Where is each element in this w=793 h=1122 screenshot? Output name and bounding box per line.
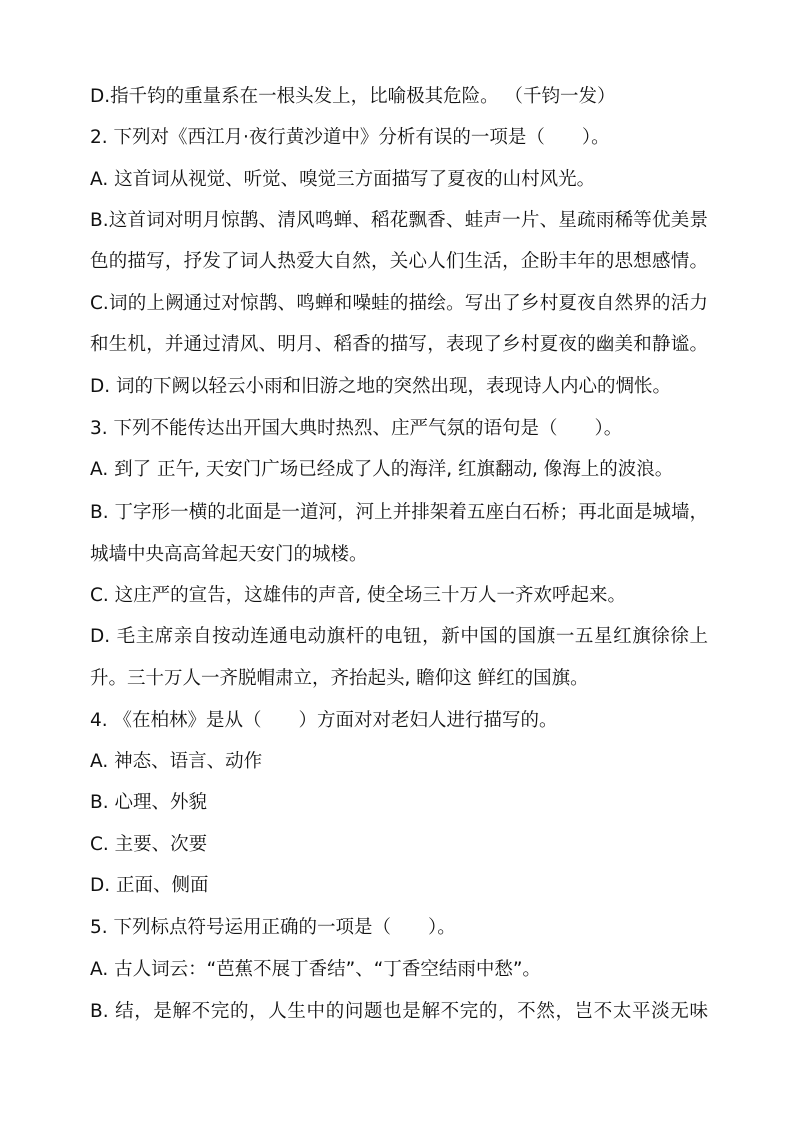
option-text: C.词的上阙通过对惊鹊、鸣蝉和噪蛙的描绘。写出了乡村夏夜自然界的活力 [90,293,708,314]
question-2: 2. 下列对《西江月·夜行黄沙道中》分析有误的一项是（ ）。 [90,127,610,148]
question-3: 3. 下列不能传达出开国大典时热烈、庄严气氛的语句是（ ）。 [90,418,623,439]
option-text: A. 古人词云：“芭蕉不展丁香结”、“丁香空结雨中愁”。 [90,959,541,980]
question-4: 4. 《在柏林》是从（ ）方面对对老妇人进行描写的。 [90,710,558,731]
option-text: D. 词的下阙以轻云小雨和旧游之地的突然出现，表现诗人内心的惆怅。 [90,376,672,397]
option-text: 城墙中央高高耸起天安门的城楼。 [90,544,368,565]
option-text: B. 心理、外貌 [90,792,207,813]
question-5: 5. 下列标点符号运用正确的一项是（ ）。 [90,917,456,938]
option-text: 和生机，并通过清风、明月、稻香的描写，表现了乡村夏夜的幽美和静谧。 [90,334,708,355]
option-text: B.这首词对明月惊鹊、清风鸣蝉、稻花飘香、蛙声一片、星疏雨稀等优美景 [90,210,708,231]
option-text: A. 这首词从视觉、听觉、嗅觉三方面描写了夏夜的山村风光。 [90,169,596,190]
option-text: 升。三十万人一齐脱帽肃立，齐抬起头, 瞻仰这 鲜红的国旗。 [90,668,589,689]
option-text: A. 到了 正午, 天安门广场已经成了人的海洋, 红旗翻动, 像海上的波浪。 [90,459,674,480]
option-text: C. 主要、次要 [90,834,208,855]
option-text: B. 结，是解不完的，人生中的问题也是解不完的，不然，岂不太平淡无味 [90,1001,708,1022]
option-text: B. 丁字形一横的北面是一道河，河上并排架着五座白石桥；再北面是城墙， [90,502,708,523]
option-text: D.指千钧的重量系在一根头发上，比喻极其危险。 （千钧一发） [90,86,616,107]
option-text: D. 正面、侧面 [90,875,209,896]
option-text: 色的描写，抒发了词人热爱大自然，关心人们生活，企盼丰年的思想感情。 [90,251,708,272]
option-text: C. 这庄严的宣告，这雄伟的声音, 使全场三十万人一齐欢呼起来。 [90,585,626,606]
option-text: D. 毛主席亲自按动连通电动旗杆的电钮，新中国的国旗一五星红旗徐徐上 [90,626,708,647]
option-text: A. 神态、语言、动作 [90,751,263,772]
